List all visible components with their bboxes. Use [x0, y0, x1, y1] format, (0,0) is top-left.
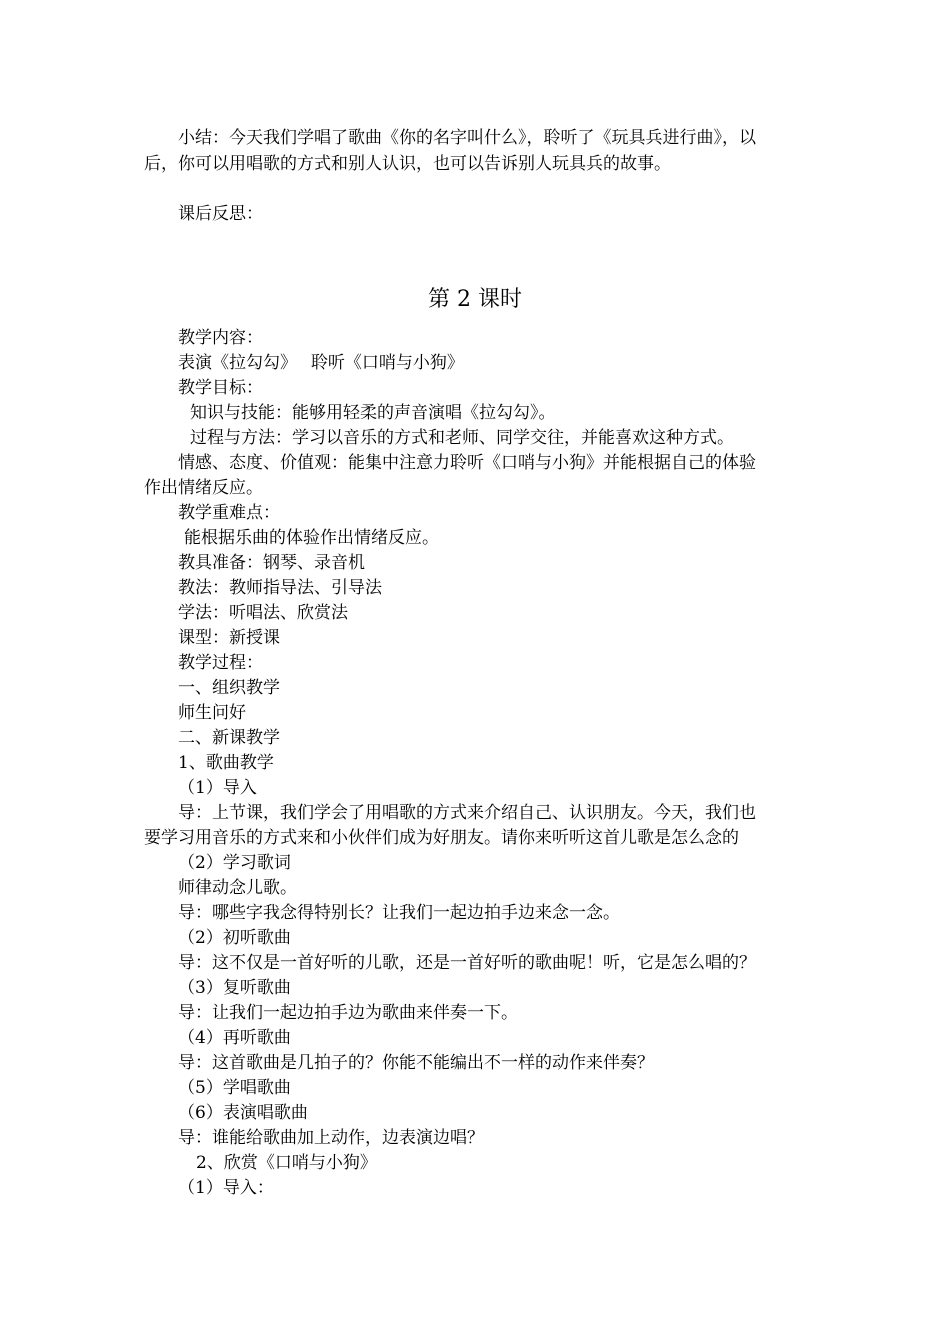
body-line: （4）再听歌曲: [178, 1028, 291, 1048]
body-line: （1）导入：: [178, 1178, 274, 1198]
body-line: 能根据乐曲的体验作出情绪反应。: [184, 528, 439, 548]
body-line: 导：这首歌曲是几拍子的？你能不能编出不一样的动作来伴奏？: [178, 1053, 654, 1073]
body-line: 导：让我们一起边拍手边为歌曲来伴奏一下。: [178, 1003, 518, 1023]
body-line: （2）学习歌词: [178, 853, 291, 873]
body-line: 导：哪些字我念得特别长？让我们一起边拍手边来念一念。: [178, 903, 620, 923]
body-line: 教法：教师指导法、引导法: [178, 578, 382, 598]
body-line: 教学内容：: [178, 328, 263, 348]
body-line: 导：上节课，我们学会了用唱歌的方式来介绍自己、认识朋友。今天，我们也: [178, 803, 756, 823]
lesson-title: 第 2 课时: [428, 287, 522, 312]
body-line: 师生问好: [178, 703, 246, 723]
body-line: 教学重难点：: [178, 503, 280, 523]
body-line: 表演《拉勾勾》 聆听《口哨与小狗》: [178, 353, 464, 373]
reflection-label: 课后反思：: [178, 204, 263, 224]
body-line: 一、组织教学: [178, 678, 280, 698]
body-line: （5）学唱歌曲: [178, 1078, 291, 1098]
body-line: （1）导入: [178, 778, 257, 798]
body-line: 学法：听唱法、欣赏法: [178, 603, 348, 623]
body-line: 知识与技能：能够用轻柔的声音演唱《拉勾勾》。: [190, 403, 556, 423]
body-line: 课型：新授课: [178, 628, 280, 648]
body-line: 要学习用音乐的方式来和小伙伴们成为好朋友。请你来听听这首儿歌是怎么念的: [144, 828, 739, 848]
body-line: 师律动念儿歌。: [178, 878, 297, 898]
body-line: 教学过程：: [178, 653, 263, 673]
body-line: 过程与方法：学习以音乐的方式和老师、同学交往，并能喜欢这种方式。: [190, 428, 734, 448]
body-line: （3）复听歌曲: [178, 978, 291, 998]
body-line: 二、新课教学: [178, 728, 280, 748]
body-line: 导：这不仅是一首好听的儿歌，还是一首好听的歌曲呢！听，它是怎么唱的？: [178, 953, 756, 973]
body-line: 作出情绪反应。: [144, 478, 263, 498]
body-line: 教学目标：: [178, 378, 263, 398]
body-line: （6）表演唱歌曲: [178, 1103, 308, 1123]
body-line: 1、歌曲教学: [178, 753, 274, 773]
body-line: 情感、态度、价值观：能集中注意力聆听《口哨与小狗》并能根据自己的体验: [178, 453, 756, 473]
summary-line-2: 后，你可以用唱歌的方式和别人认识，也可以告诉别人玩具兵的故事。: [144, 154, 671, 174]
body-line: （2）初听歌曲: [178, 928, 291, 948]
body-line: 导：谁能给歌曲加上动作，边表演边唱？: [178, 1128, 484, 1148]
body-line: 教具准备：钢琴、录音机: [178, 553, 365, 573]
summary-line-1: 小结：今天我们学唱了歌曲《你的名字叫什么》，聆听了《玩具兵进行曲》，以: [178, 128, 756, 148]
body-line: 2、欣赏《口哨与小狗》: [196, 1153, 377, 1173]
